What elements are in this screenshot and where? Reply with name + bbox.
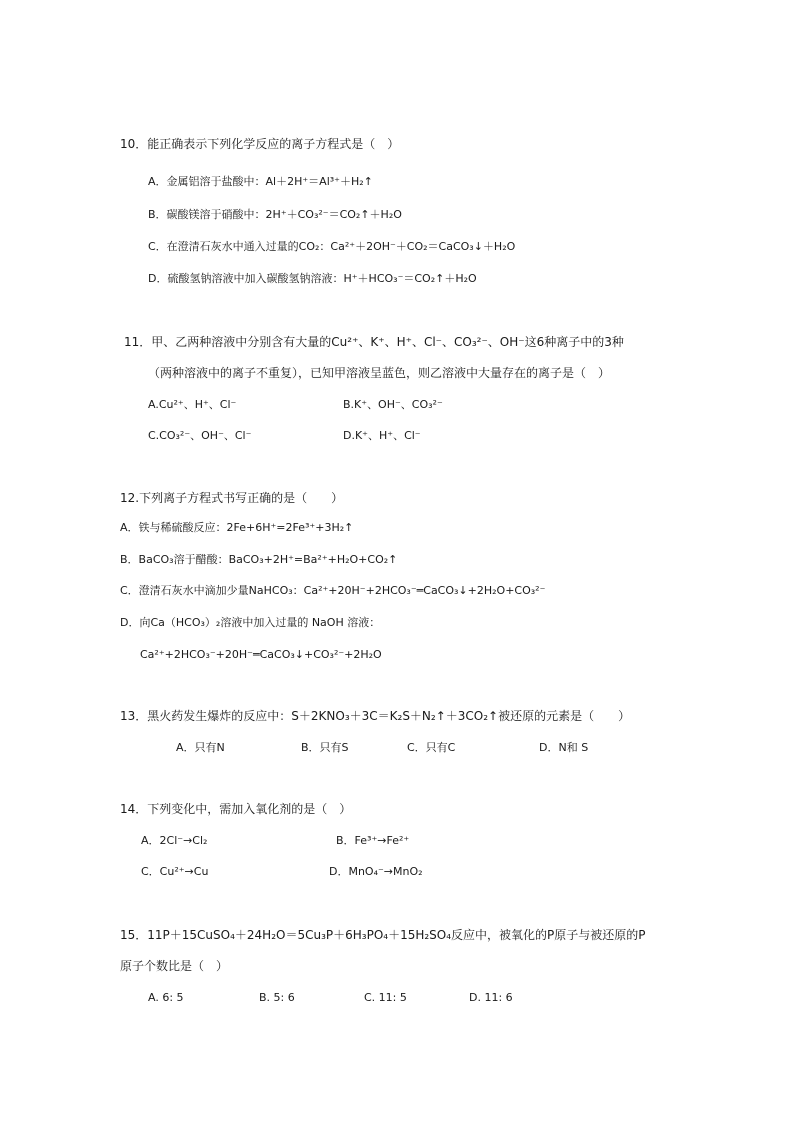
question-10-option-d: D．硫酸氢钠溶液中加入碳酸氢钠溶液：H⁺＋HCO₃⁻＝CO₂↑＋H₂O [148, 272, 477, 285]
question-11-option-b: B.K⁺、OH⁻、CO₃²⁻ [343, 398, 443, 411]
question-12-option-c: C．澄清石灰水中滴加少量NaHCO₃：Ca²⁺+20H⁻+2HCO₃⁻═CaCO₃↓+2H₂O+CO₃²⁻ [120, 584, 546, 597]
question-15-stem-line1: 15．11P＋15CuSO₄＋24H₂O＝5Cu₃P＋6H₃PO₄＋15H₂SO₄反应中，被氧化的P原子与被还原的P [120, 928, 646, 942]
question-10-stem: 10．能正确表示下列化学反应的离子方程式是（ ） [120, 137, 400, 151]
question-11-option-a: A.Cu²⁺、H⁺、Cl⁻ [148, 398, 237, 411]
question-15-option-b: B. 5: 6 [259, 991, 295, 1004]
question-10-option-a: A．金属铝溶于盐酸中：Al＋2H⁺＝Al³⁺＋H₂↑ [148, 175, 373, 188]
question-11-stem-line1: 11．甲、乙两种溶液中分别含有大量的Cu²⁺、K⁺、H⁺、Cl⁻、CO₃²⁻、OH⁻这6种离子中的3种 [124, 335, 624, 349]
question-11-option-d: D.K⁺、H⁺、Cl⁻ [343, 429, 421, 442]
question-11-option-c: C.CO₃²⁻、OH⁻、Cl⁻ [148, 429, 252, 442]
question-15-option-d: D. 11: 6 [469, 991, 513, 1004]
question-11-stem-line2: （两种溶液中的离子不重复），已知甲溶液呈蓝色，则乙溶液中大量存在的离子是（ ） [148, 366, 611, 380]
question-14-option-c: C．Cu²⁺→Cu [141, 865, 209, 878]
question-12-stem: 12.下列离子方程式书写正确的是（ ） [120, 491, 344, 505]
question-14-option-a: A．2Cl⁻→Cl₂ [141, 834, 208, 847]
question-14-option-b: B．Fe³⁺→Fe²⁺ [336, 834, 410, 847]
question-12-option-d-equation: Ca²⁺+2HCO₃⁻+20H⁻═CaCO₃↓+CO₃²⁻+2H₂O [140, 648, 382, 661]
question-10-option-b: B．碳酸镁溶于硝酸中：2H⁺＋CO₃²⁻＝CO₂↑＋H₂O [148, 208, 402, 221]
question-13-stem: 13．黑火药发生爆炸的反应中：S＋2KNO₃＋3C＝K₂S＋N₂↑＋3CO₂↑被还原的元素是（ ） [120, 709, 631, 723]
question-14-stem: 14．下列变化中，需加入氧化剂的是（ ） [120, 802, 352, 816]
question-12-option-d: D．向Ca（HCO₃）₂溶液中加入过量的 NaOH 溶液： [120, 616, 381, 629]
question-13-option-b: B．只有S [301, 741, 349, 754]
question-14-option-d: D．MnO₄⁻→MnO₂ [329, 865, 423, 878]
question-13-option-a: A．只有N [176, 741, 225, 754]
question-12-option-a: A．铁与稀硫酸反应：2Fe+6H⁺=2Fe³⁺+3H₂↑ [120, 521, 354, 534]
question-13-option-d: D．N和 S [539, 741, 589, 754]
question-10-option-c: C．在澄清石灰水中通入过量的CO₂：Ca²⁺＋2OH⁻＋CO₂＝CaCO₃↓＋H₂O [148, 240, 516, 253]
question-15-option-c: C. 11: 5 [364, 991, 407, 1004]
question-12-option-b: B．BaCO₃溶于醋酸：BaCO₃+2H⁺=Ba²⁺+H₂O+CO₂↑ [120, 553, 398, 566]
question-13-option-c: C．只有C [407, 741, 456, 754]
question-15-stem-line2: 原子个数比是（ ） [120, 959, 229, 973]
question-15-option-a: A. 6: 5 [148, 991, 184, 1004]
